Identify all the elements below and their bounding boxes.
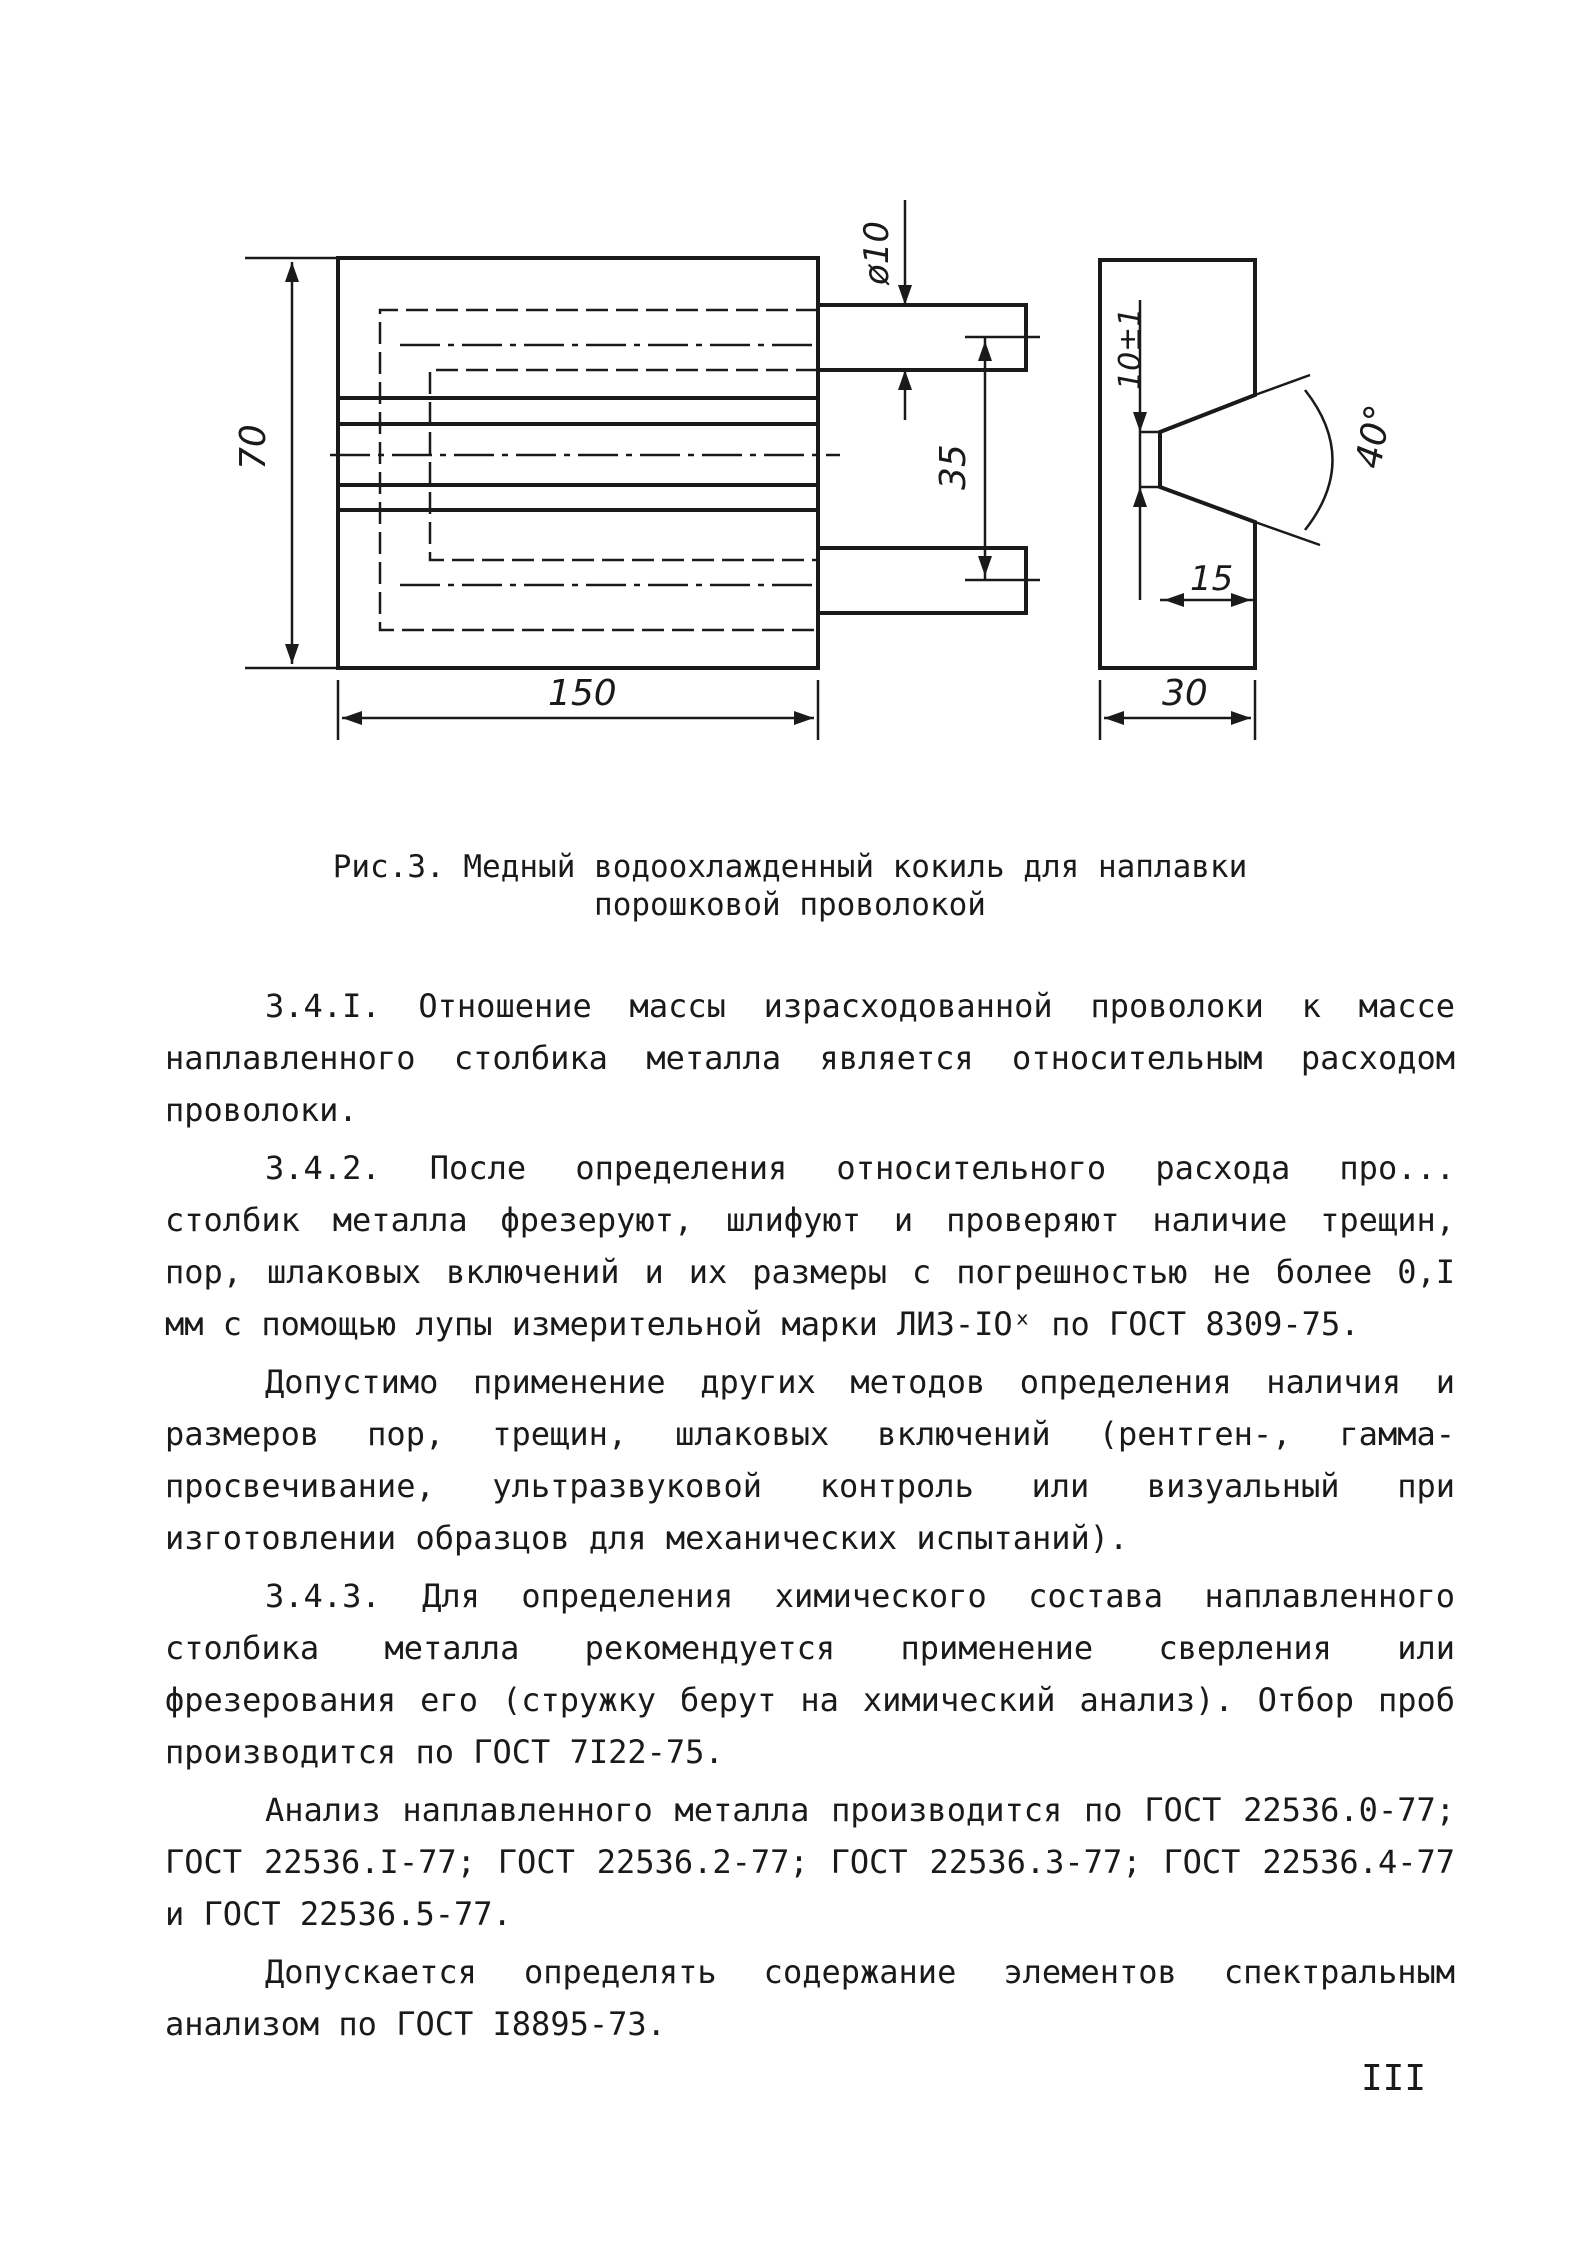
caption-line-1: Рис.3. Медный водоохлажденный кокиль для наплавки: [332, 849, 1248, 885]
dim-length-label: 150: [548, 673, 617, 714]
dim-width-label: 30: [1162, 673, 1208, 714]
body-text: [165, 980, 1455, 2050]
paragraph-spectral: Допускается определять содержание элементов спектральным анализом по ГОСТ I8895-73.: [165, 1953, 1455, 2043]
dim-depth-label: 15: [1190, 559, 1234, 599]
paragraph-3-4-2: 3.4.2. После определения относительного расхода про... столбик металла фрезеруют, шлифуют и проверяют наличие трещин, пор, шлаковых включений и их размеры с погрешностью не более 0,I мм с помощью лупы измерительной марки ЛИЗ-IOˣ по ГОСТ 8309-75.: [165, 1149, 1455, 1343]
dim-angle-label: 40°: [1348, 401, 1400, 472]
paragraph-analysis: Анализ наплавленного металла производится по ГОСТ 22536.0-77; ГОСТ 22536.I-77; ГОСТ 22536.2-77; ГОСТ 22536.3-77; ГОСТ 22536.4-77 и ГОСТ 22536.5-77.: [165, 1791, 1455, 1933]
paragraph-3-4-3: 3.4.3. Для определения химического состава наплавленного столбика металла рекомендуется применение сверления или фрезерования его (стружку берут на химический анализ). Отбор проб производится по ГОСТ 7I22-75.: [165, 1577, 1455, 1771]
paragraph-other-methods: Допустимо применение других методов определения наличия и размеров пор, трещин, шлаковых включений (рентген-, гамма-просвечивание, ультразвуковой контроль или визуальный при изготовлении образцов для механических испытаний).: [165, 1363, 1455, 1557]
dim-diameter-label: ø10: [857, 220, 897, 285]
mold-technical-drawing: [0, 0, 1594, 800]
dim-tolerance-label: 10±1: [1113, 307, 1148, 390]
page-number: III: [1360, 2058, 1426, 2099]
caption-line-2: порошковой проволокой: [594, 887, 986, 923]
dim-height-label: 70: [233, 424, 274, 470]
paragraph-3-4-1: 3.4.I. Отношение массы израсходованной проволоки к массе наплавленного столбика металла является относительным расходом проволоки.: [165, 987, 1455, 1129]
figure-caption: [230, 848, 1350, 924]
mold-body-front-view: [338, 258, 818, 668]
dim-spacing-label: 35: [933, 444, 974, 490]
